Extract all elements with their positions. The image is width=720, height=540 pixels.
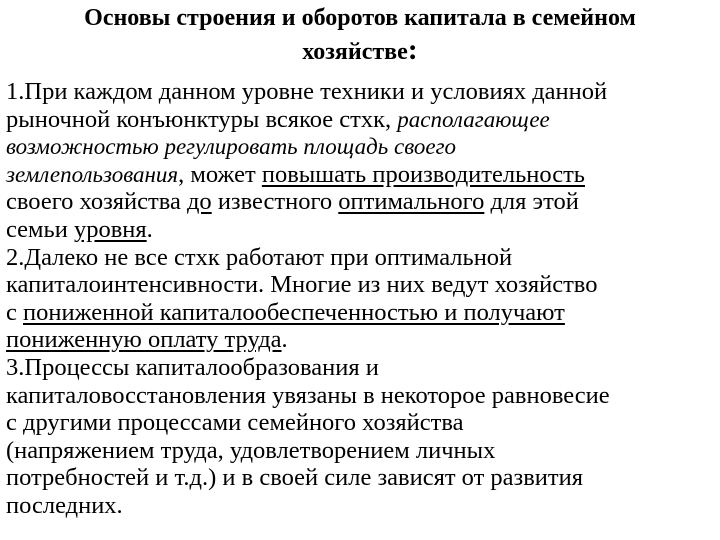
p2-underlined: пониженной капиталообеспеченностью и получают bbox=[23, 298, 565, 326]
p1-underlined: до bbox=[186, 188, 212, 216]
p1-italic: землепользования bbox=[6, 161, 179, 187]
p1-underlined: оптимального bbox=[338, 188, 485, 216]
slide-body bbox=[6, 78, 718, 520]
p3-text: 3.Процессы капиталообразования и bbox=[6, 353, 379, 381]
p3-text: с другими процессами семейного хозяйства bbox=[6, 409, 464, 437]
p1-text: . bbox=[146, 215, 153, 243]
p1-text: 1.При каждом данном уровне техники и условиях данной bbox=[6, 78, 608, 105]
p1-text: для этой bbox=[490, 188, 579, 216]
p2-text: 2.Далеко не все стхк работают при оптимальной bbox=[6, 243, 513, 271]
p1-underlined: повышать производительность bbox=[261, 160, 585, 188]
p1-text: , может bbox=[178, 160, 256, 188]
title-line-1: Основы строения и оборотов капитала в семейном bbox=[84, 5, 636, 31]
title-line-2: хозяйстве bbox=[302, 39, 408, 65]
p3-text: капиталовосстановления увязаны в некоторое равновесие bbox=[6, 381, 610, 409]
p3-text: потребностей и т.д.) и в своей силе зависят от развития bbox=[6, 464, 584, 492]
p1-text: своего хозяйства bbox=[6, 188, 181, 216]
p1-italic: располагающее bbox=[397, 106, 550, 132]
p1-underlined: уровня bbox=[73, 215, 147, 243]
p2-text: . bbox=[281, 326, 288, 354]
p2-underlined: пониженную оплату труда bbox=[6, 326, 282, 354]
p3-text: (напряжением труда, удовлетворением личных bbox=[6, 436, 496, 464]
p2-text: с bbox=[6, 298, 17, 326]
paragraph-2 bbox=[6, 244, 718, 354]
title-colon: : bbox=[407, 33, 418, 66]
p2-text: капиталоинтенсивности. Многие из них ведут хозяйство bbox=[6, 271, 598, 299]
p1-text: известного bbox=[217, 188, 333, 216]
paragraph-1 bbox=[6, 78, 718, 244]
paragraph-3 bbox=[6, 354, 718, 520]
p3-text: последних. bbox=[6, 491, 123, 519]
slide-title bbox=[0, 2, 720, 68]
p1-text: рыночной конъюнктуры всякое стхк, bbox=[6, 105, 392, 133]
p1-text: семьи bbox=[6, 215, 68, 243]
p1-italic: возможностью регулировать площадь своего bbox=[6, 134, 457, 160]
